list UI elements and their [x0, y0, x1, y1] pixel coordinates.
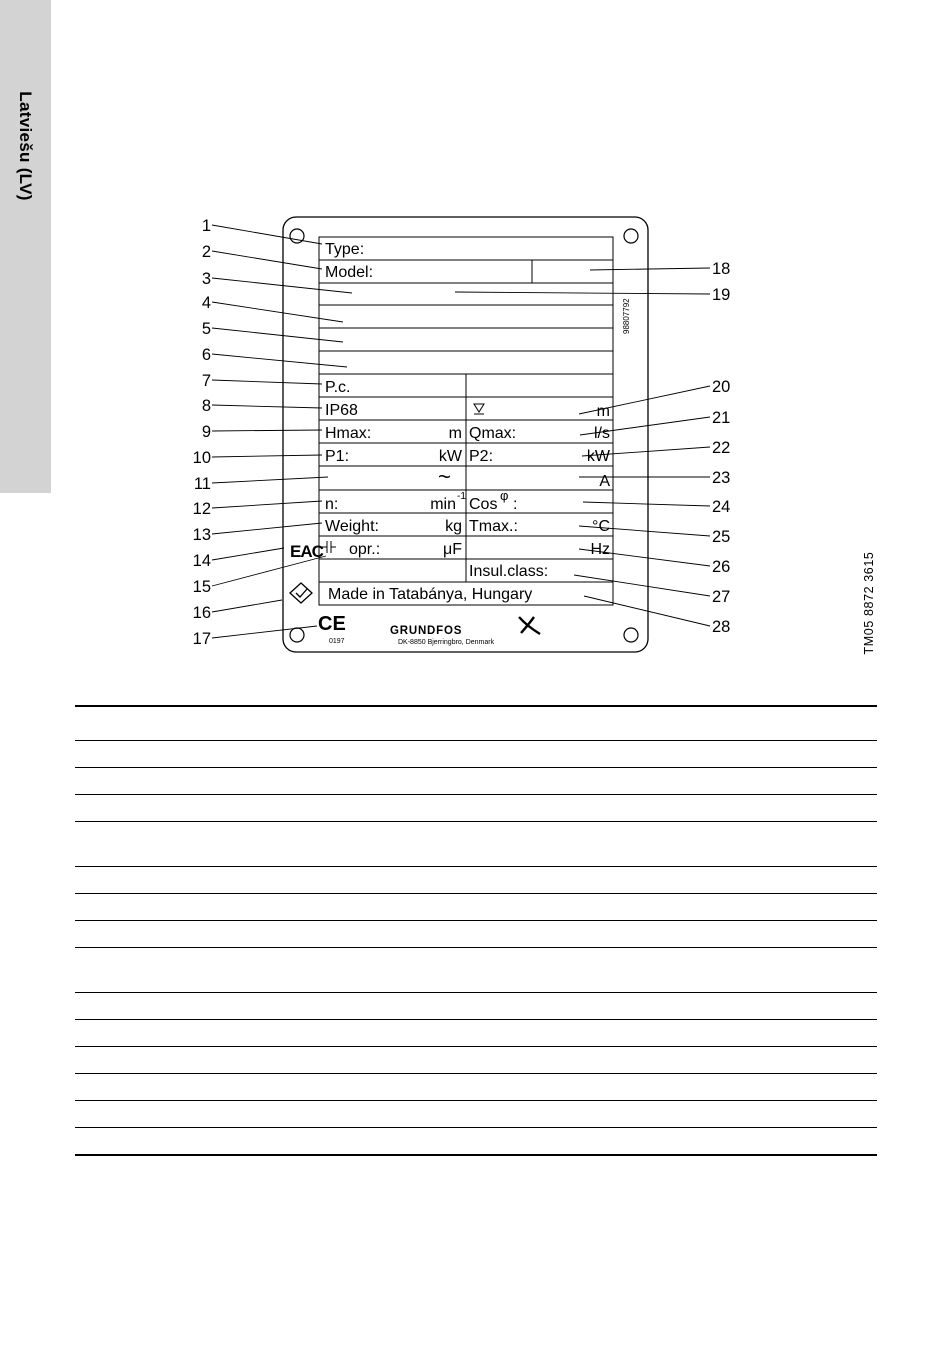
table-row [75, 867, 877, 894]
rcm-mark-icon [290, 583, 312, 603]
field-depth-unit: m [596, 403, 610, 420]
callout-number: 12 [192, 500, 211, 518]
callout-number: 15 [192, 578, 211, 596]
field-type: Type: [325, 241, 365, 258]
left-callouts [193, 217, 211, 648]
field-weight-unit: kg [445, 518, 462, 535]
table-row [75, 993, 877, 1020]
field-tmax-unit: °C [592, 518, 610, 535]
field-weight: Weight: [325, 518, 379, 535]
table-row [75, 822, 877, 867]
callout-number: 11 [193, 475, 211, 493]
field-speed-unit-exp: -1 [457, 491, 466, 502]
ce-mark: CE [318, 613, 346, 635]
callout-number: 4 [201, 294, 211, 312]
table-row [75, 741, 877, 768]
field-capacitor: opr.: [349, 541, 381, 558]
plate-serial: 98807792 [622, 298, 631, 334]
field-capacitor-unit: μF [443, 541, 462, 558]
ce-number: 0197 [329, 638, 345, 645]
table-row [75, 705, 877, 741]
callout-number: 20 [712, 378, 731, 396]
field-p2: P2: [469, 448, 494, 465]
field-p2-unit: kW [586, 448, 610, 465]
language-label: Latviešu (LV) [16, 91, 35, 201]
brand-logo: GRUNDFOS [390, 625, 463, 637]
figure-code: TM05 8872 3615 [862, 551, 876, 655]
callout-number: 1 [201, 217, 211, 235]
field-current-unit: A [599, 473, 610, 490]
table-row [75, 795, 877, 822]
mounting-hole [624, 229, 638, 243]
callout-number: 23 [712, 469, 731, 487]
callout-number: 8 [201, 397, 211, 415]
callout-number: 25 [712, 528, 731, 546]
callout-number: 9 [201, 423, 211, 441]
eac-mark: EAC [290, 542, 323, 561]
callout-number: 3 [201, 270, 211, 288]
field-insulation: Insul.class: [469, 563, 549, 580]
table-row [75, 1020, 877, 1047]
legend-table [75, 705, 877, 1156]
callout-number: 27 [712, 588, 731, 606]
field-cos-phi: φ [500, 488, 509, 503]
callout-number: 14 [192, 552, 211, 570]
table-row [75, 894, 877, 921]
water-level-icon [474, 404, 484, 414]
table-row [75, 768, 877, 795]
callout-number: 24 [712, 498, 731, 516]
field-qmax: Qmax: [469, 425, 517, 442]
field-made-in: Made in Tatabánya, Hungary [328, 586, 533, 603]
field-p1-unit: kW [438, 448, 462, 465]
field-speed: n: [325, 496, 339, 513]
callout-number: 22 [712, 439, 731, 457]
field-pc: P.c. [325, 379, 351, 396]
callout-number: 13 [192, 526, 211, 544]
callout-number: 19 [712, 286, 731, 304]
field-p1: P1: [325, 448, 350, 465]
field-cos: Cos [469, 496, 498, 513]
callout-number: 6 [201, 346, 211, 364]
field-hmax-unit: m [448, 425, 462, 442]
field-frequency-unit: Hz [590, 541, 610, 558]
callout-number: 2 [201, 243, 211, 261]
field-speed-unit: min [430, 496, 456, 513]
callout-number: 28 [712, 618, 731, 636]
brand-symbol-icon [519, 617, 540, 634]
right-callouts [712, 260, 730, 636]
callout-number: 18 [712, 260, 731, 278]
callout-number: 10 [192, 449, 211, 467]
callout-number: 7 [201, 372, 211, 390]
table-row [75, 1074, 877, 1101]
capacitor-icon [322, 541, 336, 553]
callout-number: 26 [712, 558, 731, 576]
table-row [75, 948, 877, 993]
callout-number: 17 [192, 630, 211, 648]
field-cos-colon: : [513, 496, 518, 513]
field-hmax: Hmax: [325, 425, 372, 442]
mounting-hole [290, 628, 304, 642]
table-row [75, 1128, 877, 1156]
table-row [75, 921, 877, 948]
field-tmax: Tmax.: [469, 518, 518, 535]
callout-number: 5 [201, 320, 211, 338]
field-qmax-unit: l/s [594, 425, 610, 442]
callout-number: 21 [712, 409, 731, 427]
table-row [75, 1101, 877, 1128]
table-row [75, 1047, 877, 1074]
field-ip: IP68 [325, 402, 358, 419]
field-model: Model: [325, 264, 374, 281]
mounting-hole [624, 628, 638, 642]
callout-number: 16 [192, 604, 211, 622]
field-phase-tilde: ~ [438, 464, 451, 489]
brand-address: DK-8850 Bjerringbro, Denmark [398, 639, 495, 646]
